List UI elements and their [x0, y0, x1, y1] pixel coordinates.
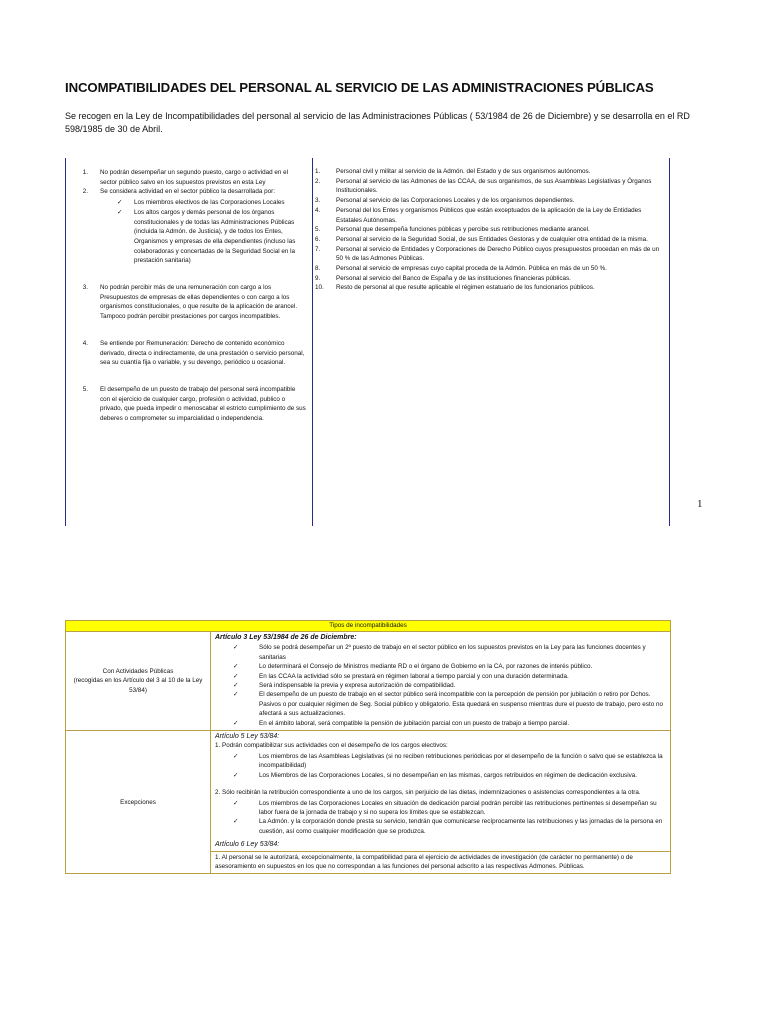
- list-item: ✓ Los miembros electivos de las Corporaciones Locales: [100, 198, 306, 208]
- article-heading: Artículo 5 Ley 53/84:: [215, 733, 280, 741]
- list-item: ✓ Será indispensable la previa y expresa autorización de compatibilidad.: [215, 681, 666, 690]
- check-icon: ✓: [233, 799, 239, 807]
- left-column: [66, 158, 313, 526]
- check-icon: ✓: [233, 682, 239, 690]
- list-item: ✓ Los miembros de las Corporaciones Locales en situación de dedicación parcial podrán percibir las retribuciones pertinentes si desempeñan su labor fuera de la jornada de trabajo y si no supera los límites que se establezcan.: [215, 799, 666, 818]
- incompatibility-types-table: [65, 620, 671, 874]
- list-item: ✓ La Admón. y la corporación donde presta su servicio, tendrán que comunicarse recíprocamente las retribuciones y las jornadas de la persona en cuestión, así como cualquier modificación que se produzca.: [215, 817, 666, 836]
- list-item: 1. Personal civil y militar al servicio de la Admón. del Estado y de sus organismos autónomos.: [315, 168, 591, 175]
- table-header: Tipos de incompatibilidades: [66, 621, 671, 632]
- check-icon: ✓: [233, 644, 239, 652]
- list-item: 2. Se considera actividad en el sector público la desarrollada por: ✓ Los miembros electivos de las Corporaciones Locales ✓ Los altos cargos y demás personal de los órganos constitucionales y de todas las Administraciones Públicas (incluida la Admón. de Justicia), y de todos los Entes, Organismos y empresas de ella dependientes (incluso las colaboradoras y concertadas de la Seguridad Social en la prestación sanitaria): [66, 187, 306, 266]
- intro-paragraph: Se recogen en la Ley de Incompatibilidades del personal al servicio de las Administraciones Públicas ( 53/1984 de 26 de Diciembre) y se desarrolla en el RD 598/1985 de 30 de Abril.: [65, 111, 690, 134]
- check-icon: ✓: [117, 199, 123, 207]
- list-item: ✓ El desempeño de un puesto de trabajo en el sector público será incompatible con la percepción de pensión por jubilación o retiro por Dchos. Pasivos o por cualquier régimen de Seg. Social público y obligatorio. Esta quedará en suspenso mientras dure el puesto de trabajo, pero esto no afectará a sus actualizaciones.: [215, 690, 666, 718]
- list-item: 3. No podrán percibir más de una remuneración con cargo a los Presupuestos de empresas de ellas dependientes o con cargo a los organismos constitucionales, o que resulte de la aplicación de arancel. Tampoco podrán percibir prestaciones por cargos incompatibles.: [82, 284, 298, 321]
- list-item: 7. Personal al servicio de Entidades y Corporaciones de Derecho Público cuyos presupuestos procedan en más de un 50 % de las Admones Públicas.: [315, 245, 660, 263]
- check-icon: ✓: [233, 771, 239, 779]
- list-item: 10. Resto de personal al que resulte aplicable el régimen estatuario de los funcionarios públicos.: [315, 284, 595, 292]
- check-icon: ✓: [233, 752, 239, 760]
- list-item: 9. Personal al servicio del Banco de España y de las instituciones financieras públicas.: [315, 274, 571, 282]
- list-item: ✓ Sólo se podrá desempeñar un 2º puesto de trabajo en el sector público en los supuestos previstos en la Ley para las funciones docentes y sanitarias: [215, 643, 666, 662]
- table-row: [66, 731, 671, 874]
- list-item: 3. Personal al servicio de las Corporaciones Locales y de los organismos dependientes.: [315, 197, 575, 205]
- list-item: 4. Se entiende por Remuneración: Derecho de contenido económico derivado, directa o indirectamente, de una prestación o servicio personal, sea su cuantía fija o variable, y su devengo, periódico u ocasional.: [82, 339, 305, 367]
- check-icon: ✓: [233, 663, 239, 671]
- check-icon: ✓: [233, 719, 239, 727]
- list-item: ✓ Los altos cargos y demás personal de los órganos constitucionales y de todas las Administraciones Públicas (incluida la Admón. de Justicia), y de todos los Entes, Organismos y empresas de ella dependientes (incluso las colaboradoras y concertadas de la Seguridad Social en la prestación sanitaria): [100, 208, 306, 266]
- list-item: ✓ En el ámbito laboral, será compatible la pensión de jubilación parcial con un puesto de trabajo a tiempo parcial.: [215, 719, 666, 728]
- right-numbered-list: [314, 158, 669, 293]
- list-item: ✓ Lo determinará el Consejo de Ministros mediante RD o el órgano de Gobierno en la CA, por razones de interés público.: [215, 662, 666, 671]
- left-numbered-list: [66, 158, 312, 424]
- list-item: ✓ Los miembros de las Asambleas Legislativas (si no reciben retribuciones periódicas por el desempeño de la función o salvo que se establezca la incompatibilidad): [215, 752, 666, 771]
- article-heading: Artículo 3 Ley 53/1984 de 26 de Diciembre:: [215, 634, 357, 641]
- article-heading: Artículo 6 Ley 53/84:: [215, 841, 280, 849]
- list-item: 2. Personal al servicio de las Admones de las CCAA, de sus organismos, de sus Asambleas Legislativas y Órganos Institucionales.: [315, 177, 652, 195]
- check-list: [215, 752, 666, 780]
- type-content-cell: Artículo 5 Ley 53/84: 1. Podrán compatibilizar sus actividades con el desempeño de los cargos electivos: ✓ Los miembros de las Asambleas Legislativas (si no reciben retribuciones periódicas por el desempeño de la función o salvo que se establezca la incompatibilidad) ✓ Los Miembros de las Corporaciones Locales, si no desempeñan en las mismas, cargos retribuidos en régimen de dedicación exclusiva. 2. Sólo recibirán la retribución correspondiente a uno de los cargos, sin perjuicio de las dietas, indemnizaciones o asistencias correspondientes a la otra. ✓ Los miembros de las Corporaciones Locales en situación de dedicación parcial podrán percibir las retribuciones pertinentes si desempeñan su labor fuera de la jornada de trabajo y si no supera los límites que se establezcan. ✓ La Admón. y la corporación donde presta su servicio, tendrán que comunicarse recíprocamente las retribuciones y las jornadas de la persona en cuestión, así como cualquier modificación que se produzca. Artículo 6 Ley 53/84: 1. Al personal se le autorizará, excepcionalmente, la compatibilidad para el ejercicio de actividades de investigación (de carácter no permanente) o de asesoramiento en supuestos en los que no correspondan a las funciones del personal adscrito a las respectivas Admones. Públicas.: [211, 731, 671, 874]
- check-list: [215, 799, 666, 837]
- list-item: 4. Personal del los Entes y organismos Públicos que están exceptuados de la aplicación de la Ley de Entidades Estatales Autónomas.: [315, 206, 642, 224]
- table-row: [66, 632, 671, 731]
- check-icon: ✓: [233, 818, 239, 826]
- type-label-cell: Excepciones: [66, 731, 211, 874]
- right-column: [314, 158, 669, 293]
- page-number: 1: [697, 498, 703, 510]
- type-label-cell: Con Actividades Públicas (recogidas en los Artículo del 3 al 10 de la Ley 53/84): [66, 632, 211, 731]
- list-item: ✓ En las CCAA la actividad sólo se prestará en régimen laboral a tiempo parcial y con una duración determinada.: [215, 672, 666, 681]
- two-column-box: [65, 158, 670, 526]
- check-sublist: [100, 198, 306, 266]
- check-list: [215, 643, 666, 728]
- check-icon: ✓: [117, 208, 123, 216]
- check-icon: ✓: [233, 672, 239, 680]
- list-item: ✓ Los Miembros de las Corporaciones Locales, si no desempeñan en las mismas, cargos retribuidos en régimen de dedicación exclusiva.: [215, 771, 666, 780]
- list-item: 8. Personal al servicio de empresas cuyo capital proceda de la Admón. Pública en más de un 50 %.: [315, 265, 607, 273]
- list-item: 5. El desempeño de un puesto de trabajo del personal será incompatible con el ejercicio de cualquier cargo, profesión o actividad, publico o privado, que pueda impedir o menoscabar el estricto cumplimiento de sus deberes o comprometer su imparcialidad o independencia.: [82, 385, 306, 423]
- document-title: INCOMPATIBILIDADES DEL PERSONAL AL SERVICIO DE LAS ADMINISTRACIONES PÚBLICAS: [65, 80, 654, 95]
- list-item: 5. Personal que desempeña funciones públicas y percibe sus retribuciones mediante arancel.: [315, 226, 590, 234]
- check-icon: ✓: [233, 691, 239, 699]
- list-item: 1. No podrán desempeñar un segundo puesto, cargo o actividad en el sector público salvo en los supuestos previstos en esta Ley: [82, 169, 288, 186]
- table-header-row: [66, 621, 671, 632]
- type-content-cell: [211, 632, 671, 731]
- list-item: 6. Personal al servicio de la Seguridad Social, de sus Entidades Gestoras y de cualquier otra entidad de la misma.: [315, 235, 648, 243]
